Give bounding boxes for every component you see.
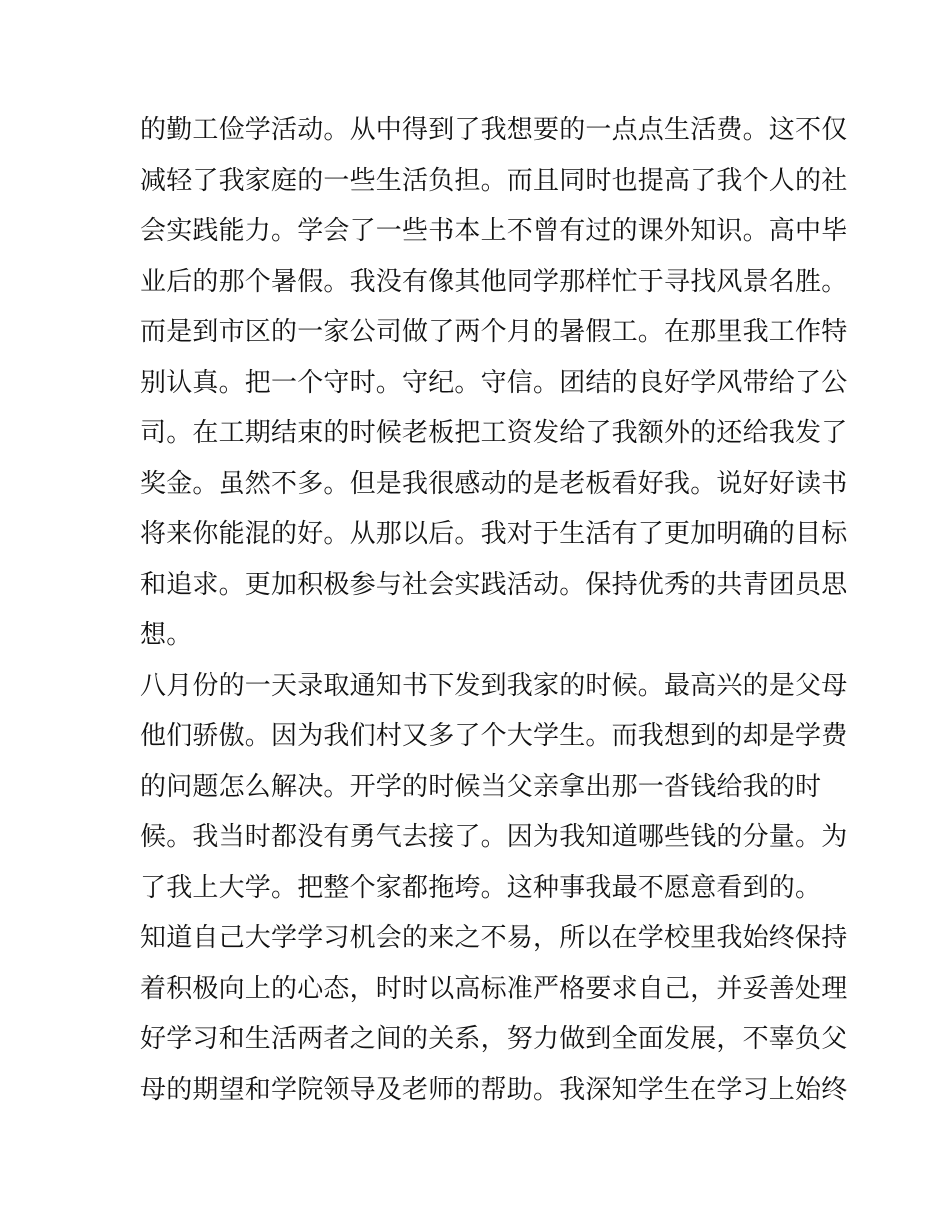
text-line: 而是到市区的一家公司做了两个月的暑假工。在那里我工作特 [140, 317, 848, 347]
text-line: 减轻了我家庭的一些生活负担。而且同时也提高了我个人的社 [140, 165, 848, 196]
text-line: 业后的那个暑假。我没有像其他同学那样忙于寻找风景名胜。 [140, 266, 848, 297]
text-line: 知道自己大学学习机会的来之不易，所以在学校里我始终保持 [140, 923, 848, 953]
text-line: 和追求。更加积极参与社会实践活动。保持优秀的共青团员思 [140, 569, 848, 600]
text-line: 司。在工期结束的时候老板把工资发给了我额外的还给我发了 [140, 418, 848, 448]
text-line: 奖金。虽然不多。但是我很感动的是老板看好我。说好好读书 [140, 468, 848, 499]
text-line: 八月份的一天录取通知书下发到我家的时候。最高兴的是父母 [140, 670, 848, 701]
text-line: 母的期望和学院领导及老师的帮助。我深知学生在学习上始终 [140, 1074, 848, 1105]
text-line: 着积极向上的心态，时时以高标准严格要求自己，并妥善处理 [140, 973, 848, 1004]
text-line: 的勤工俭学活动。从中得到了我想要的一点点生活费。这不仅 [140, 115, 848, 145]
text-line: 候。我当时都没有勇气去接了。因为我知道哪些钱的分量。为 [140, 822, 848, 852]
text-line: 将来你能混的好。从那以后。我对于生活有了更加明确的目标 [140, 519, 848, 549]
text-line: 好学习和生活两者之间的关系，努力做到全面发展，不辜负父 [140, 1024, 848, 1054]
text-line: 他们骄傲。因为我们村又多了个大学生。而我想到的却是学费 [140, 721, 848, 751]
text-line: 想。 [140, 620, 193, 650]
body-text [140, 105, 848, 1115]
text-line: 别认真。把一个守时。守纪。守信。团结的良好学风带给了公 [140, 367, 848, 398]
text-line: 的问题怎么解决。开学的时候当父亲拿出那一沓钱给我的时 [140, 771, 822, 802]
text-line: 了我上大学。把整个家都拖垮。这种事我最不愿意看到的。 [140, 872, 822, 903]
text-line: 会实践能力。学会了一些书本上不曾有过的课外知识。高中毕 [140, 216, 848, 246]
